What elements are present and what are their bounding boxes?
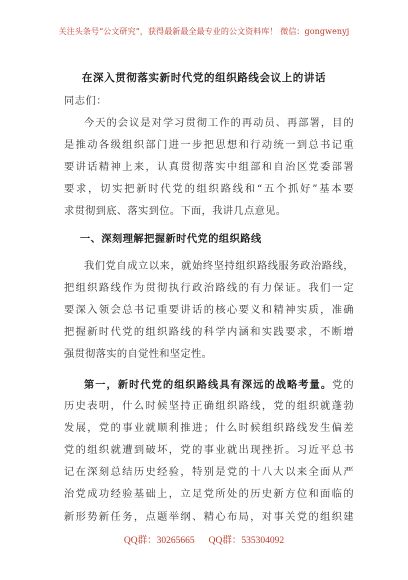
paragraph-line: 发展，党的事业就顺利推进；什么时候组织路线发生偏差 <box>64 423 354 435</box>
paragraph-line: 我们党自成立以来，就始终坚持组织路线服务政治路线， <box>84 261 354 272</box>
paragraph-line: 新形势新任务，点题举纲、精心布局，对事关党的组织建 <box>64 511 354 523</box>
intro-paragraph <box>64 113 354 223</box>
paragraph-line: 记在深刻总结历史经验，特别是党的十八大以来全面从严 <box>64 467 354 479</box>
paragraph-line: 历史表明，什么时候坚持正确组织路线，党的组织就蓬勃 <box>64 401 354 413</box>
paragraph-line: 今天的会议是对学习贯彻工作的再动员、再部署，目的 <box>84 118 354 129</box>
point-lead: 第一，新时代党的组织路线具有深远的战略考量。 <box>84 379 333 391</box>
point-lead-tail: 党的 <box>332 380 354 391</box>
paragraph-line: 求贯彻到底、落实到位。下面，我讲几点意见。 <box>64 206 287 218</box>
header-banner: 关注头条号“公文研究”，获得最新最全最专业的公文资料库！ 微信：gongwenyj <box>58 27 350 36</box>
paragraph-line: 把握新时代党的组织路线的科学内涵和实践要求，不断增 <box>64 327 354 339</box>
paragraph-line <box>64 374 354 396</box>
section1-paragraph <box>64 256 354 366</box>
document-title: 在深入贯彻落实新时代党的组织路线会议上的讲话 <box>81 72 327 84</box>
paragraph-line: 要求，切实把新时代党的组织路线和“五个抓好”基本要 <box>64 184 354 196</box>
paragraph-line: 党的组织就遭到破坏，党的事业就出现挫折。习近平总书 <box>64 445 354 457</box>
paragraph-line: 把组织路线作为贯彻执行政治路线的有力保证。我们一定 <box>64 283 354 295</box>
point1-paragraph <box>64 374 354 529</box>
qq-group-2: QQ群：535304092 <box>208 536 285 546</box>
greeting: 同志们： <box>64 96 108 107</box>
paragraph-line: 要讲话精神上来，认真贯彻落实中组部和自治区党委部署 <box>64 162 354 174</box>
footer-contact <box>0 532 408 546</box>
paragraph-line: 是推动各级组织部门进一步把思想和行动统一到总书记重 <box>64 140 354 152</box>
paragraph-line: 强贯彻落实的自觉性和坚定性。 <box>64 349 213 361</box>
paragraph-line: 要深入领会总书记重要讲话的核心要义和精神实质，准确 <box>64 305 354 317</box>
section-heading: 一、深刻理解把握新时代党的组织路线 <box>80 233 262 245</box>
paragraph-line: 治党成功经验基础上，立足党所处的历史新方位和面临的 <box>64 489 354 501</box>
qq-group-1: QQ群：30265665 <box>123 536 195 546</box>
